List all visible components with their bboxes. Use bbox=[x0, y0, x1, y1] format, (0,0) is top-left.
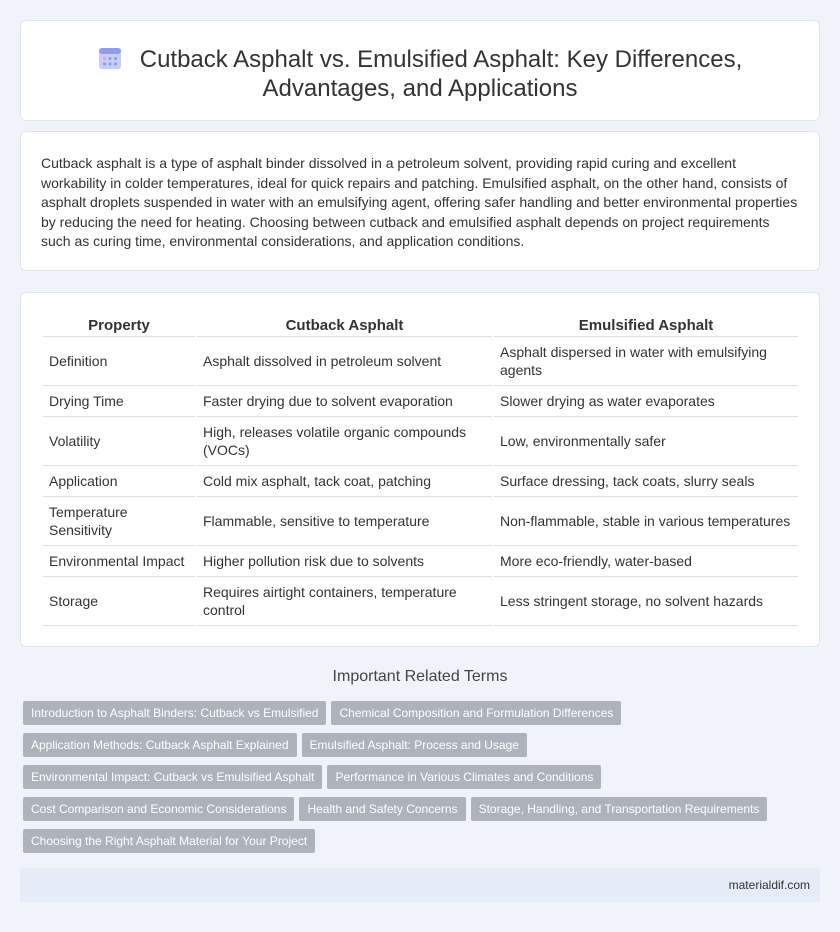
title-line-1: Cutback Asphalt vs. Emulsified Asphalt: Key Differences, bbox=[139, 46, 743, 73]
related-term-link[interactable]: Choosing the Right Asphalt Material for Your Project bbox=[23, 829, 315, 853]
related-term-link[interactable]: Application Methods: Cutback Asphalt Explained bbox=[23, 733, 297, 757]
table-row bbox=[43, 577, 798, 626]
related-term-link[interactable]: Emulsified Asphalt: Process and Usage bbox=[302, 733, 527, 757]
tag-row bbox=[23, 701, 803, 733]
footer bbox=[20, 868, 820, 902]
property-cell: Definition bbox=[43, 337, 195, 386]
cutback-cell: Asphalt dissolved in petroleum solvent bbox=[197, 337, 492, 386]
related-terms-heading: Important Related Terms bbox=[332, 668, 508, 685]
property-cell: Storage bbox=[43, 577, 195, 626]
cutback-cell: Faster drying due to solvent evaporation bbox=[197, 386, 492, 417]
tag-row bbox=[23, 829, 803, 861]
table-row bbox=[43, 337, 798, 386]
intro-card bbox=[20, 131, 820, 271]
title-line-2: Advantages, and Applications bbox=[262, 75, 578, 102]
related-term-link[interactable]: Health and Safety Concerns bbox=[299, 797, 465, 821]
header-card bbox=[20, 20, 820, 121]
related-term-link[interactable]: Performance in Various Climates and Conditions bbox=[327, 765, 601, 789]
header-emulsified: Emulsified Asphalt bbox=[494, 315, 798, 337]
page-title bbox=[21, 45, 819, 103]
comparison-table bbox=[41, 315, 800, 626]
table-row bbox=[43, 546, 798, 577]
related-terms-list bbox=[23, 701, 803, 861]
property-cell: Environmental Impact bbox=[43, 546, 195, 577]
emulsified-cell: Less stringent storage, no solvent hazards bbox=[494, 577, 798, 626]
cutback-cell: High, releases volatile organic compounds (VOCs) bbox=[197, 417, 492, 466]
property-cell: Temperature Sensitivity bbox=[43, 497, 195, 546]
table-row bbox=[43, 386, 798, 417]
footer-site-link[interactable]: materialdif.com bbox=[728, 878, 810, 892]
property-cell: Drying Time bbox=[43, 386, 195, 417]
related-term-link[interactable]: Cost Comparison and Economic Considerations bbox=[23, 797, 294, 821]
emulsified-cell: Non-flammable, stable in various temperatures bbox=[494, 497, 798, 546]
related-term-link[interactable]: Chemical Composition and Formulation Differences bbox=[331, 701, 621, 725]
emulsified-cell: Slower drying as water evaporates bbox=[494, 386, 798, 417]
cutback-cell: Requires airtight containers, temperature control bbox=[197, 577, 492, 626]
tag-row bbox=[23, 733, 803, 765]
related-term-link[interactable]: Introduction to Asphalt Binders: Cutback vs Emulsified bbox=[23, 701, 326, 725]
header-cutback: Cutback Asphalt bbox=[197, 315, 492, 337]
table-row bbox=[43, 497, 798, 546]
tag-row bbox=[23, 797, 803, 829]
related-term-link[interactable]: Storage, Handling, and Transportation Requirements bbox=[471, 797, 768, 821]
tag-row bbox=[23, 765, 803, 797]
table-row bbox=[43, 417, 798, 466]
property-cell: Application bbox=[43, 466, 195, 497]
table-row bbox=[43, 466, 798, 497]
emulsified-cell: Asphalt dispersed in water with emulsifying agents bbox=[494, 337, 798, 386]
emulsified-cell: Low, environmentally safer bbox=[494, 417, 798, 466]
emulsified-cell: More eco-friendly, water-based bbox=[494, 546, 798, 577]
intro-paragraph: Cutback asphalt is a type of asphalt binder dissolved in a petroleum solvent, providing rapid curing and excellent workability in colder temperatures, ideal for quick repairs and patching. Emulsified asphalt, on the other hand, consists of asphalt droplets suspended in water with an emulsifying agent, offering safer handling and better environmental properties by reducing the need for heating. Choosing between cutback and emulsified asphalt depends on project requirements such as curing time, environmental considerations, and application conditions. bbox=[41, 155, 798, 250]
cutback-cell: Cold mix asphalt, tack coat, patching bbox=[197, 466, 492, 497]
calendar-icon bbox=[98, 46, 122, 70]
property-cell: Volatility bbox=[43, 417, 195, 466]
emulsified-cell: Surface dressing, tack coats, slurry seals bbox=[494, 466, 798, 497]
cutback-cell: Flammable, sensitive to temperature bbox=[197, 497, 492, 546]
comparison-table-card bbox=[20, 292, 820, 647]
related-term-link[interactable]: Environmental Impact: Cutback vs Emulsified Asphalt bbox=[23, 765, 322, 789]
header-property: Property bbox=[43, 315, 195, 337]
table-header-row bbox=[43, 315, 798, 337]
cutback-cell: Higher pollution risk due to solvents bbox=[197, 546, 492, 577]
